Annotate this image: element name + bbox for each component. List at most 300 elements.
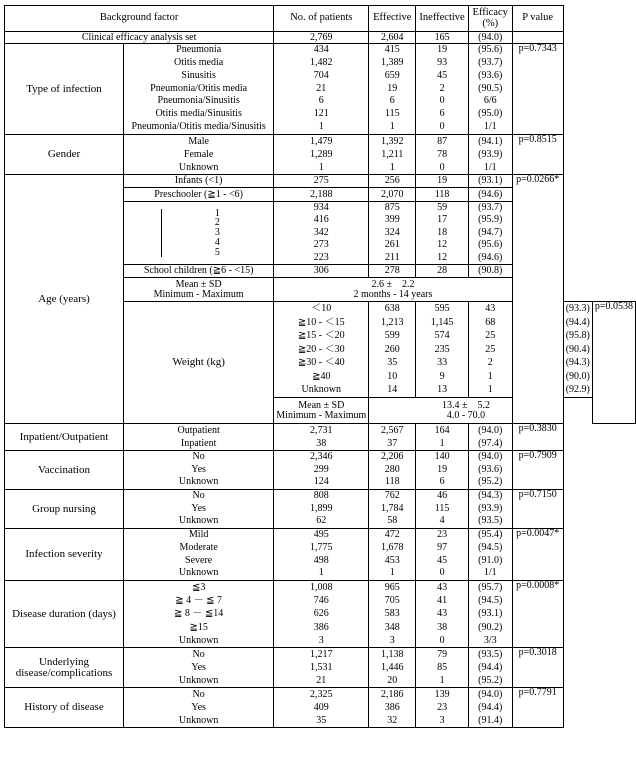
group-nursing-ineff-item: 4 [439, 515, 445, 527]
age-years-ineffective-item: 12 [437, 251, 448, 263]
duration-n-item: 386 [313, 621, 329, 633]
severity-eff-item: 1 [389, 567, 395, 579]
age-category-label: Age (years) [5, 175, 124, 424]
underlying-eff-list [369, 648, 416, 688]
duration-ineff-item: 43 [437, 608, 448, 620]
group-nursing-n-item: 62 [316, 515, 327, 527]
vaccination-eff-list [369, 451, 416, 490]
age-years-n-item: 223 [313, 251, 329, 263]
gender-pct-list [468, 135, 512, 175]
age-years-efficacy-item: (95.6) [478, 239, 503, 251]
inpatient-pct-item: (97.4) [478, 438, 503, 449]
age-years-effective-item: 324 [384, 226, 400, 238]
inpatient-pct-item: (94.0) [478, 425, 503, 436]
weight-label-item: ＜10 [311, 303, 332, 315]
duration-ineff-item: 0 [439, 634, 445, 646]
vaccination-n-item: 2,346 [310, 451, 333, 463]
duration-label-item: ≧ 8 － ≦14 [174, 608, 224, 620]
age-summary-labels [124, 278, 274, 302]
group-nursing-label-item: No [192, 490, 205, 502]
underlying-pct-list [468, 648, 512, 688]
gender-eff-item: 1 [389, 162, 395, 173]
group-nursing-eff-item: 58 [387, 515, 398, 527]
age-infants-efficacy: (93.1) [468, 175, 512, 188]
header-no-of-patients: No. of patients [274, 6, 369, 32]
vaccination-row [5, 451, 636, 490]
type-of-infection-label-item: Pneumonia/Otitis media [150, 82, 248, 94]
weight-n-item: 599 [384, 330, 400, 342]
vaccination-n-item: 124 [313, 476, 329, 488]
type-of-infection-block [5, 44, 636, 135]
age-years-n-item: 416 [313, 214, 329, 226]
type-of-infection-n-item: 21 [316, 82, 327, 94]
type-of-infection-n-item: 1 [318, 121, 324, 133]
weight-efficacy-item: (90.0) [565, 370, 590, 382]
duration-pct-item: (94.5) [478, 595, 503, 607]
gender-row [5, 135, 636, 175]
type-of-infection-n-item: 6 [318, 95, 324, 107]
age-preschooler-effective: 2,070 [369, 188, 416, 202]
weight-effective-item: 595 [434, 303, 450, 315]
weight-n-item: 10 [387, 370, 398, 382]
weight-n-item: 35 [387, 357, 398, 369]
age-summary-values [274, 278, 512, 302]
weight-label-item: ≧20 - ＜30 [297, 343, 345, 355]
weight-label-item: ≧15 - ＜20 [297, 330, 345, 342]
underlying-pct-item: (94.4) [478, 662, 503, 673]
duration-pct-item: 3/3 [483, 634, 497, 646]
type-of-infection-eff-item: 115 [384, 108, 400, 120]
age-years-ineffective-item: 59 [437, 202, 448, 214]
gender-ineff-item: 87 [437, 136, 448, 147]
gender-n-item: 1,289 [310, 149, 333, 160]
duration-label-item: Unknown [178, 634, 219, 646]
weight-mean-value: 13.4 ± 5.2 [441, 400, 490, 411]
severity-n-item: 495 [313, 529, 329, 540]
inpatient-n-item: 38 [316, 438, 327, 449]
analysis-set-row [5, 32, 636, 44]
weight-effective-item: 574 [434, 330, 450, 342]
underlying-pct-item: (93.5) [478, 649, 503, 660]
severity-label-list [124, 529, 274, 581]
age-school-efficacy: (90.8) [468, 265, 512, 278]
type-of-infection-eff-list [369, 44, 416, 135]
gender-eff-item: 1,211 [381, 149, 404, 160]
weight-ineffective-item: 68 [485, 316, 496, 328]
history-pct-item: (91.4) [478, 715, 503, 726]
underlying-category-label: Underlying disease/complications [5, 648, 124, 688]
weight-n-item: 14 [387, 384, 398, 396]
vaccination-label-item: No [192, 451, 205, 463]
type-of-infection-n-item: 1,482 [310, 56, 333, 68]
underlying-ineff-item: 85 [437, 662, 448, 673]
duration-label-item: ≧15 [189, 621, 208, 633]
age-infants-n: 275 [274, 175, 369, 188]
history-eff-item: 2,186 [381, 689, 404, 700]
inpatient-eff-item: 37 [387, 438, 398, 449]
age-years-label-item: 4 [214, 237, 220, 248]
gender-pct-item: (94.1) [478, 136, 503, 147]
duration-eff-list [369, 581, 416, 648]
vaccination-ineff-list [416, 451, 469, 490]
vaccination-pct-item: (95.2) [478, 476, 503, 488]
weight-label-item: Unknown [301, 384, 341, 396]
inpatient-row [5, 424, 636, 451]
gender-label-item: Female [183, 149, 214, 160]
severity-n-item: 1,775 [310, 541, 333, 553]
age-preschooler-ineffective: 118 [416, 188, 469, 202]
header-background-factor: Background factor [5, 6, 274, 32]
history-eff-item: 32 [387, 715, 398, 726]
age-years-n-item: 342 [313, 226, 329, 238]
history-label-item: Unknown [178, 715, 219, 726]
duration-eff-item: 348 [384, 621, 400, 633]
vaccination-label-list [124, 451, 274, 490]
group-nursing-n-list [274, 490, 369, 529]
underlying-ineff-item: 1 [439, 675, 445, 686]
underlying-label-item: No [192, 649, 205, 660]
age-years-effective-list [369, 202, 416, 265]
weight-label-item: ≧40 [312, 370, 331, 382]
age-years-effective-item: 875 [384, 202, 400, 214]
vaccination-pct-item: (93.6) [478, 463, 503, 475]
gender-label-item: Male [188, 136, 209, 147]
weight-ineffective-item: 43 [485, 303, 496, 315]
type-of-infection-pct-item: 1/1 [483, 121, 497, 133]
age-school-n: 306 [274, 265, 369, 278]
type-of-infection-label-item: Pneumonia/Otitis media/Sinusitis [131, 121, 266, 133]
underlying-n-list [274, 648, 369, 688]
inpatient-n-item: 2,731 [310, 425, 333, 436]
header-efficacy: Efficacy (%) [468, 6, 512, 32]
group-nursing-ineff-item: 46 [437, 490, 448, 502]
history-label-item: Yes [191, 702, 206, 713]
weight-summary-values [369, 398, 563, 424]
weight-summary-labels [274, 398, 369, 424]
weight-n-item: 638 [384, 303, 400, 315]
type-of-infection-label-item: Pneumonia [176, 44, 222, 56]
history-label-list [124, 688, 274, 728]
type-of-infection-ineff-item: 19 [437, 44, 448, 56]
age-mean-value: 2.6 ± 2.2 [371, 279, 415, 290]
age-years-label-item: 2 [214, 218, 220, 229]
group-nursing-pct-item: (93.5) [478, 515, 503, 527]
header-effective: Effective [369, 6, 416, 32]
inpatient-ineff-item: 1 [439, 438, 445, 449]
duration-label-list [124, 581, 274, 648]
type-of-infection-p-value: p=0.7343 [512, 44, 563, 135]
severity-n-item: 1 [318, 567, 324, 579]
age-years-effective-item: 211 [384, 251, 400, 263]
age-p-value: p=0.0266* [512, 175, 563, 424]
type-of-infection-label-list [124, 44, 274, 135]
underlying-n-item: 1,217 [310, 649, 333, 660]
weight-efficacy-item: (90.4) [565, 343, 590, 355]
weight-ineffective-item: 25 [485, 343, 496, 355]
gender-n-list [274, 135, 369, 175]
history-n-item: 35 [316, 715, 327, 726]
age-years-n-item: 934 [313, 202, 329, 214]
vaccination-n-item: 299 [313, 463, 329, 475]
severity-label-item: Severe [185, 554, 213, 566]
vaccination-pct-list [468, 451, 512, 490]
analysis-set-effective: 2,604 [369, 32, 416, 44]
header-ineffective: Ineffective [416, 6, 469, 32]
severity-label-item: Mild [188, 529, 209, 540]
header-p-value: P value [512, 6, 563, 32]
type-of-infection-eff-item: 1 [389, 121, 395, 133]
type-of-infection-ineff-item: 0 [439, 121, 445, 133]
underlying-label-item: Yes [191, 662, 206, 673]
efficacy-by-background-table [4, 5, 636, 728]
history-pct-list [468, 688, 512, 728]
duration-label-item: ≧ 4 － ≦ 7 [175, 595, 223, 607]
severity-ineff-item: 0 [439, 567, 445, 579]
group-nursing-label-item: Unknown [178, 515, 219, 527]
age-years-efficacy-item: (94.6) [478, 251, 503, 263]
duration-eff-item: 583 [384, 608, 400, 620]
duration-n-list [274, 581, 369, 648]
severity-row [5, 529, 636, 581]
duration-row [5, 581, 636, 648]
vaccination-ineff-item: 6 [439, 476, 445, 488]
type-of-infection-pct-item: (90.5) [478, 82, 503, 94]
group-nursing-pct-list [468, 490, 512, 529]
severity-category-label: Infection severity [5, 529, 124, 581]
age-years-efficacy-item: (93.7) [478, 202, 503, 214]
age-years-label-item: 3 [214, 228, 220, 238]
weight-n-item: 260 [384, 343, 400, 355]
underlying-n-item: 1,531 [310, 662, 333, 673]
weight-n-item: 1,213 [381, 316, 404, 328]
inpatient-pct-list [468, 424, 512, 451]
weight-p-value: p=0.0538 [592, 302, 635, 424]
age-preschooler-efficacy: (94.6) [468, 188, 512, 202]
weight-effective-item: 235 [434, 343, 450, 355]
age-preschooler-label: Preschooler (≧1 - <6) [124, 188, 274, 202]
age-years-n-list [274, 202, 369, 265]
age-years-ineffective-item: 12 [437, 239, 448, 251]
history-n-item: 409 [313, 702, 329, 713]
history-ineff-list [416, 688, 469, 728]
type-of-infection-n-item: 434 [313, 44, 329, 56]
age-years-labels [161, 209, 273, 258]
severity-n-item: 498 [313, 554, 329, 566]
age-years-label-item: 1 [214, 208, 220, 219]
weight-efficacy-item: (94.4) [565, 316, 590, 328]
type-of-infection-eff-item: 6 [389, 95, 395, 107]
type-of-infection-pct-list [468, 44, 512, 135]
group-nursing-ineff-list [416, 490, 469, 529]
weight-ineffective-item: 1 [487, 384, 493, 396]
type-of-infection-ineff-item: 2 [439, 82, 445, 94]
weight-label-item: ≧30 - ＜40 [297, 357, 345, 369]
duration-label-item: ≦3 [191, 582, 206, 594]
severity-eff-item: 1,678 [381, 541, 404, 553]
severity-ineff-item: 45 [437, 554, 448, 566]
gender-eff-item: 1,392 [381, 136, 404, 147]
gender-pct-item: (93.9) [478, 149, 503, 160]
severity-label-item: Unknown [178, 567, 219, 579]
group-nursing-eff-list [369, 490, 416, 529]
duration-eff-item: 705 [384, 595, 400, 607]
type-of-infection-pct-item: (93.7) [478, 56, 503, 68]
analysis-set-ineffective: 165 [416, 32, 469, 44]
age-years-sub-cell [124, 202, 274, 265]
type-of-infection-ineff-item: 45 [437, 69, 448, 81]
duration-pct-list [468, 581, 512, 648]
history-eff-list [369, 688, 416, 728]
type-of-infection-pct-item: (95.6) [478, 44, 503, 56]
vaccination-pct-item: (94.0) [478, 451, 503, 463]
type-of-infection-label-item: Pneumonia/Sinusitis [157, 95, 240, 107]
weight-effective-item: 9 [439, 370, 445, 382]
type-of-infection-pct-item: 6/6 [483, 95, 497, 107]
type-of-infection-eff-item: 415 [384, 44, 400, 56]
history-n-list [274, 688, 369, 728]
group-nursing-ineff-item: 115 [434, 502, 450, 514]
underlying-row [5, 648, 636, 688]
inpatient-label-item: Outpatient [177, 425, 220, 436]
age-preschooler-n: 2,188 [274, 188, 369, 202]
gender-block [5, 135, 636, 175]
gender-category-label: Gender [5, 135, 124, 175]
underlying-p-value: p=0.3018 [512, 648, 563, 688]
age-years-effective-item: 261 [384, 239, 400, 251]
age-years-efficacy-list [468, 202, 512, 265]
history-category-label: History of disease [5, 688, 124, 728]
inpatient-eff-item: 2,567 [381, 425, 404, 436]
inpatient-ineff-list [416, 424, 469, 451]
group-nursing-label-list [124, 490, 274, 529]
severity-pct-item: 1/1 [483, 567, 497, 579]
inpatient-label-item: Inpatient [180, 438, 217, 449]
group-nursing-p-value: p=0.7150 [512, 490, 563, 529]
inpatient-p-value: p=0.3830 [512, 424, 563, 451]
type-of-infection-eff-item: 19 [387, 82, 398, 94]
age-years-label-list [162, 209, 274, 258]
duration-n-item: 746 [313, 595, 329, 607]
age-years-n-item: 273 [313, 239, 329, 251]
type-of-infection-eff-item: 659 [384, 69, 400, 81]
severity-eff-list [369, 529, 416, 581]
weight-label-item: ≧10 - ＜15 [297, 316, 345, 328]
history-label-item: No [192, 689, 205, 700]
weight-efficacy-list [563, 302, 592, 398]
group-nursing-eff-item: 1,784 [381, 502, 404, 514]
weight-efficacy-item: (92.9) [565, 384, 590, 396]
underlying-label-list [124, 648, 274, 688]
gender-ineff-item: 78 [437, 149, 448, 160]
weight-efficacy-item: (93.3) [565, 303, 590, 315]
severity-ineff-item: 23 [437, 529, 448, 540]
type-of-infection-pct-item: (95.0) [478, 108, 503, 120]
history-ineff-item: 23 [437, 702, 448, 713]
age-infants-label: Infants (<1) [124, 175, 274, 188]
vaccination-ineff-item: 19 [437, 463, 448, 475]
vaccination-label-item: Yes [191, 463, 206, 475]
gender-p-value: p=0.8515 [512, 135, 563, 175]
vaccination-ineff-item: 140 [434, 451, 450, 463]
underlying-n-item: 21 [316, 675, 327, 686]
weight-effective-item: 33 [437, 357, 448, 369]
vaccination-p-value: p=0.7909 [512, 451, 563, 490]
weight-ineffective-item: 1 [487, 370, 493, 382]
type-of-infection-ineff-item: 0 [439, 95, 445, 107]
weight-label-list [274, 302, 369, 398]
vaccination-category-label: Vaccination [5, 451, 124, 490]
type-of-infection-n-item: 121 [313, 108, 329, 120]
group-nursing-n-item: 808 [313, 490, 329, 502]
duration-pct-item: (95.7) [478, 582, 503, 594]
severity-pct-item: (95.4) [478, 529, 503, 540]
duration-p-value: p=0.0008* [512, 581, 563, 648]
history-eff-item: 386 [384, 702, 400, 713]
age-infants-effective: 256 [369, 175, 416, 188]
duration-n-item: 3 [318, 634, 324, 646]
severity-eff-item: 453 [384, 554, 400, 566]
group-nursing-pct-item: (93.9) [478, 502, 503, 514]
age-years-ineffective-item: 18 [437, 226, 448, 238]
underlying-label-item: Unknown [178, 675, 219, 686]
duration-eff-item: 3 [389, 634, 395, 646]
weight-efficacy-item: (95.8) [565, 330, 590, 342]
disease-duration-block [5, 581, 636, 648]
type-of-infection-row [5, 44, 636, 135]
history-ineff-item: 139 [434, 689, 450, 700]
duration-ineff-item: 43 [437, 582, 448, 594]
duration-ineff-item: 38 [437, 621, 448, 633]
underlying-disease-block [5, 648, 636, 688]
duration-eff-item: 965 [384, 582, 400, 594]
gender-ineff-list [416, 135, 469, 175]
severity-label-item: Moderate [179, 541, 218, 553]
vaccination-eff-item: 2,206 [381, 451, 404, 463]
weight-range-value: 4.0 - 70.0 [446, 410, 486, 421]
duration-ineff-item: 41 [437, 595, 448, 607]
severity-p-value: p=0.0047* [512, 529, 563, 581]
weight-mean-label: Mean ± SD [298, 400, 345, 411]
weight-category-label: Weight (kg) [124, 302, 274, 424]
vaccination-eff-item: 118 [384, 476, 400, 488]
group-nursing-eff-item: 762 [384, 490, 400, 502]
type-of-infection-label-item: Otitis media/Sinusitis [155, 108, 242, 120]
gender-pct-item: 1/1 [483, 162, 497, 173]
inpatient-label-list [124, 424, 274, 451]
duration-ineff-list [416, 581, 469, 648]
severity-n-list [274, 529, 369, 581]
group-nursing-pct-item: (94.3) [478, 490, 503, 502]
weight-n-list [369, 302, 416, 398]
weight-effective-item: 1,145 [430, 316, 454, 328]
history-ineff-item: 3 [439, 715, 445, 726]
type-of-infection-n-item: 704 [313, 69, 329, 81]
age-infants-row [5, 175, 636, 188]
duration-n-item: 626 [313, 608, 329, 620]
age-range-value: 2 months - 14 years [353, 289, 433, 300]
group-nursing-row [5, 490, 636, 529]
analysis-set-n: 2,769 [274, 32, 369, 44]
history-pct-item: (94.0) [478, 689, 503, 700]
age-years-label-item: 5 [214, 247, 220, 258]
history-n-item: 2,325 [310, 689, 333, 700]
type-of-infection-n-list [274, 44, 369, 135]
gender-ineff-item: 0 [439, 162, 445, 173]
group-nursing-label-item: Yes [191, 502, 206, 514]
duration-pct-item: (90.2) [478, 621, 503, 633]
age-years-efficacy-item: (95.9) [478, 214, 503, 226]
underlying-pct-item: (95.2) [478, 675, 503, 686]
